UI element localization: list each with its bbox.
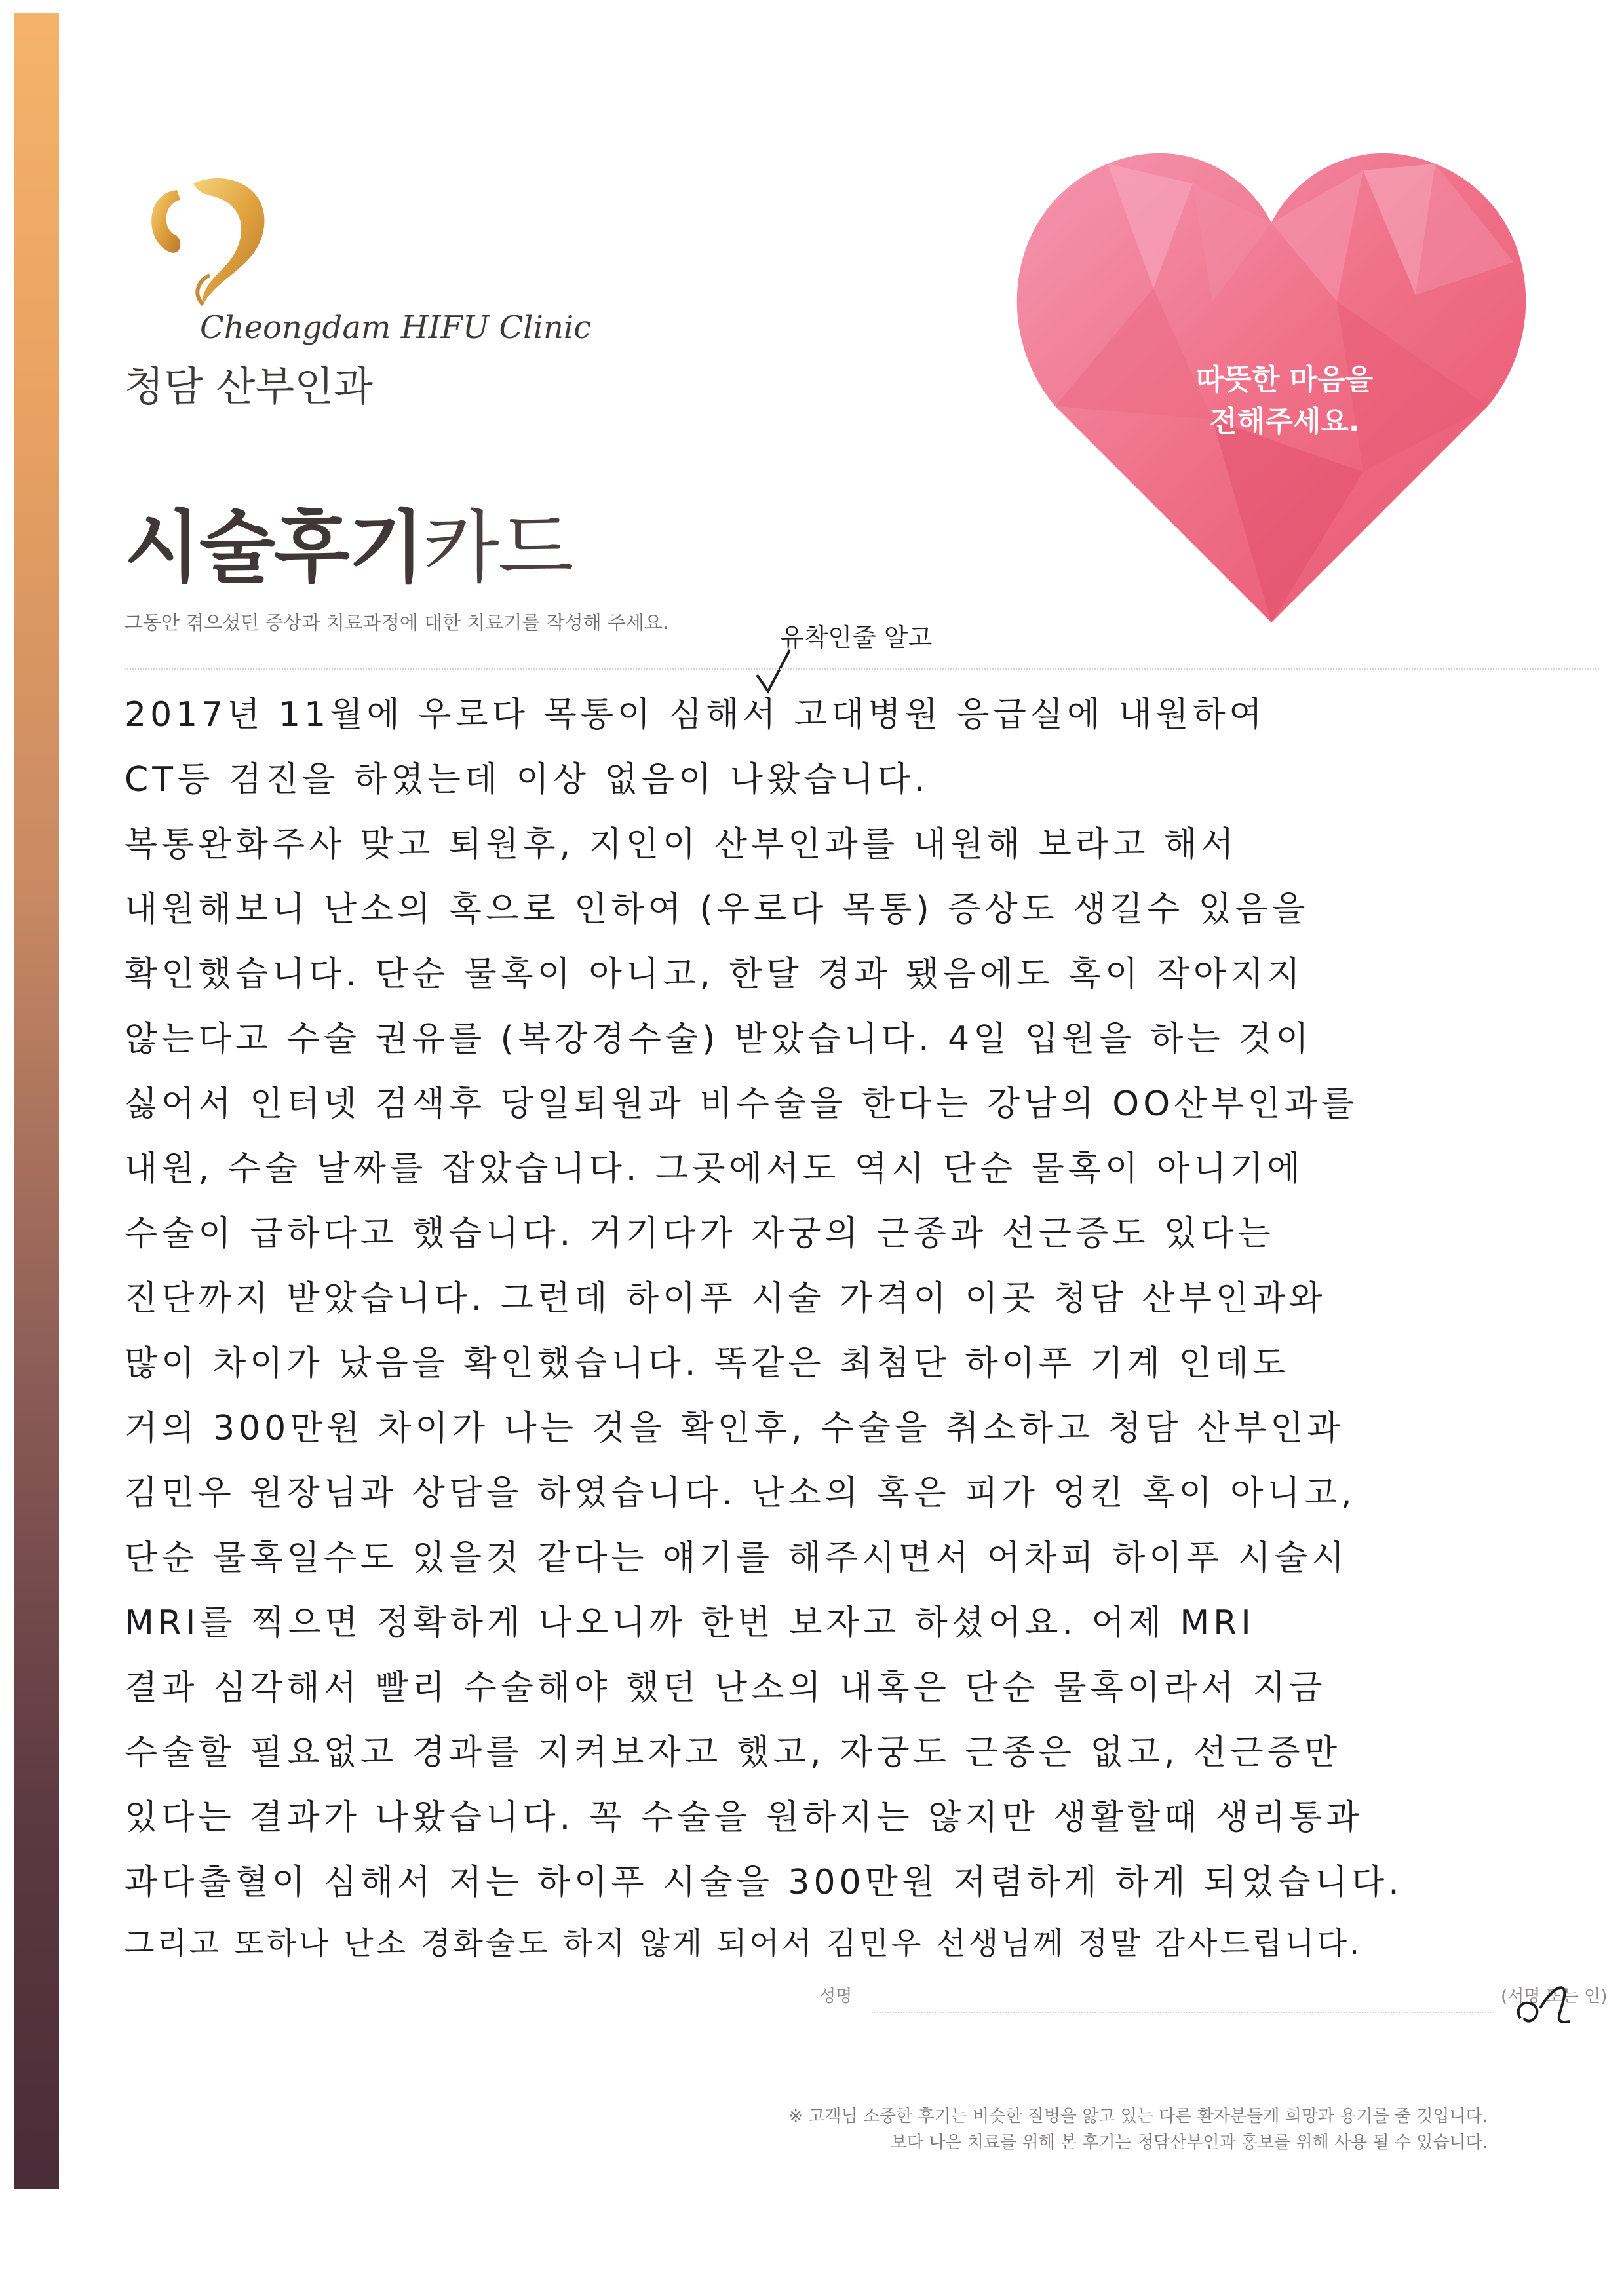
clinic-logo	[131, 164, 301, 334]
handwritten-line: 많이 차이가 났음을 확인했습니다. 똑같은 최첨단 하이푸 기계 인데도	[125, 1344, 1290, 1383]
handwritten-line: 있다는 결과가 나왔습니다. 꼭 수술을 원하지는 않지만 생활할때 생리통과	[125, 1798, 1363, 1837]
writing-rule	[125, 668, 1599, 670]
handwritten-line: 단순 물혹일수도 있을것 같다는 얘기를 해주시면서 어차피 하이푸 시술시	[125, 1539, 1349, 1578]
handwritten-line: 내원해보니 난소의 혹으로 인하여 (우로다 목통) 증상도 생길수 있음을	[125, 890, 1309, 929]
clinic-name-en: Cheongdam HIFU Clinic	[200, 309, 592, 346]
card-title-bold: 시술후기	[125, 503, 423, 594]
handwritten-signature	[1507, 1972, 1586, 2031]
signature-note: (서명 또는 인)	[1501, 1987, 1608, 2006]
signature-rule	[872, 2012, 1494, 2013]
signature-row	[125, 1979, 1608, 2025]
clinic-name-ko: 청담 산부인과	[125, 362, 374, 410]
handwritten-line: 결과 심각해서 빨리 수술해야 했던 난소의 내혹은 단순 물혹이라서 지금	[125, 1668, 1326, 1708]
handwritten-line: 싫어서 인터넷 검색후 당일퇴원과 비수술을 한다는 강남의 OO산부인과를	[125, 1084, 1359, 1124]
heart-message-line2: 전해주세요.	[1209, 405, 1360, 438]
footnote	[734, 2103, 1488, 2156]
handwritten-line: 수술할 필요없고 경과를 지켜보자고 했고, 자궁도 근종은 없고, 선근증만	[125, 1733, 1342, 1772]
handwritten-line: 과다출혈이 심해서 저는 하이푸 시술을 300만원 저렴하게 하게 되었습니다.	[125, 1863, 1403, 1902]
handwritten-insertion: 유착인줄 알고	[780, 623, 933, 652]
handwritten-review	[125, 655, 1599, 1985]
handwritten-line: 않는다고 수술 권유를 (복강경수술) 받았습니다. 4일 입원을 하는 것이	[125, 1020, 1313, 1059]
handwritten-line: 복통완화주사 맞고 퇴원후, 지인이 산부인과를 내원해 보라고 해서	[125, 825, 1238, 864]
handwritten-line: 거의 300만원 차이가 나는 것을 확인후, 수술을 취소하고 청담 산부인과	[125, 1409, 1344, 1448]
handwritten-line: 그리고 또하나 난소 경화술도 하지 않게 되어서 김민우 선생님께 정말 감사드립니다.	[125, 1926, 1363, 1962]
handwritten-line: MRI를 찍으면 정확하게 나오니까 한번 보자고 하셨어요. 어제 MRI	[125, 1603, 1255, 1643]
footnote-line1: ※ 고객님 소중한 후기는 비슷한 질병을 앓고 있는 다른 환자분들게 희망과 용기를 줄 것입니다.	[788, 2107, 1488, 2126]
card-instruction: 그동안 겪으셨던 증상과 치료과정에 대한 치료기를 작성해 주세요.	[125, 611, 669, 634]
handwritten-line: 진단까지 받았습니다. 그런데 하이푸 시술 가격이 이곳 청담 산부인과와	[125, 1279, 1326, 1318]
handwritten-line: 내원, 수술 날짜를 잡았습니다. 그곳에서도 역시 단순 물혹이 아니기에	[125, 1149, 1304, 1189]
side-gradient-bar	[14, 13, 59, 2189]
handwritten-line: 2017년 11월에 우로다 목통이 심해서 고대병원 응급실에 내원하여	[125, 695, 1266, 735]
handwritten-line: 김민우 원장님과 상담을 하였습니다. 난소의 혹은 피가 엉킨 혹이 아니고,	[125, 1474, 1356, 1513]
heart-message	[1114, 359, 1455, 443]
handwritten-line: CT등 검진을 하였는데 이상 없음이 나왔습니다.	[125, 760, 929, 799]
handwritten-line: 확인했습니다. 단순 물혹이 아니고, 한달 경과 됐음에도 혹이 작아지지	[125, 955, 1304, 994]
heart-message-line1: 따뜻한 마음을	[1195, 363, 1374, 396]
card-title	[125, 485, 573, 598]
handwritten-line: 수술이 급하다고 했습니다. 거기다가 자궁의 근종과 선근증도 있다는	[125, 1214, 1275, 1253]
card-title-light: 카드	[423, 503, 573, 594]
footnote-line2: 보다 나은 치료를 위해 본 후기는 청담산부인과 홍보를 위해 사용 될 수 있습니다.	[890, 2133, 1488, 2152]
signature-label: 성명	[819, 1987, 853, 2006]
